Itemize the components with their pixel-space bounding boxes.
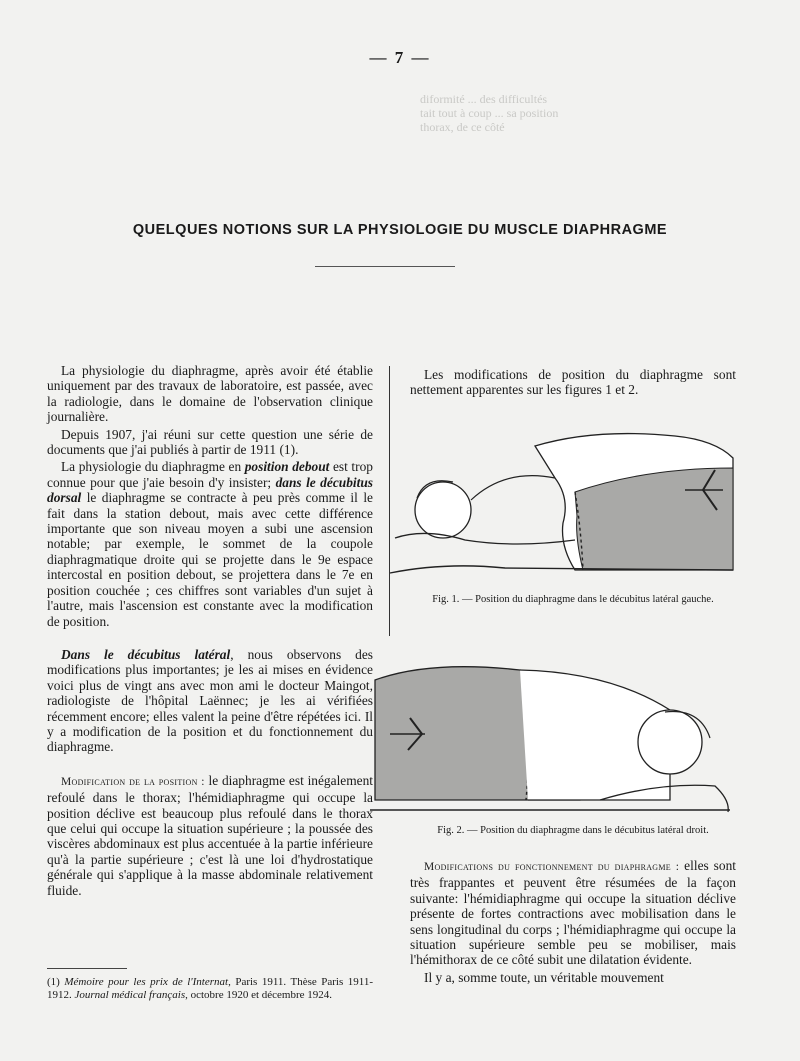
text-span: le diaphragme est inégalement refoulé dans le thorax; l'hémidiaphragme qui occupe la position déclive est beaucoup plus refoulé dans le thorax que celui qui occupe la situation supérieure ; la poussée des viscères abdominaux est plus accentuée à la partie inférieure qu'à la partie supérieure ; c'est là une loi d'hydrostatique générale qui s'applique à la masse abdominale relativement fluide.: [47, 772, 374, 898]
figure-2-illustration: [370, 650, 735, 815]
text-span: est trop connue pour que j'aie besoin d'y insister;: [47, 459, 373, 490]
paragraph-intro: La physiologie du diaphragme, après avoir été établie uniquement par des travaux de laboratoire, est passée, avec la radiologie, dans le domaine de l'observation clinique journalière.: [47, 363, 373, 425]
paragraph-movement: Il y a, somme toute, un véritable mouvement: [424, 969, 664, 985]
text-span: , octobre 1920 et décembre 1924.: [185, 989, 333, 1001]
title-rule: [315, 266, 455, 267]
left-column: [47, 363, 373, 900]
text-span: , nous observons des modifications plus importantes; je les ai mises en évidence voici plus de vingt ans avec mon ami le docteur Maingot, radiologiste de l'hôpital Laënnec; je les ai vérifiées récemment encore; elles valent la peine d'être répétées ici. Il y a modification de la position et du fonctionnement du diaphragme.: [47, 646, 374, 755]
paragraph-standing: [47, 459, 373, 628]
paragraph-position: [47, 773, 373, 898]
figure-2-caption: Fig. 2. — Position du diaphragme dans le décubitus latéral droit.: [437, 825, 709, 836]
section-title: QUELQUES NOTIONS SUR LA PHYSIOLOGIE DU MUSCLE DIAPHRAGME: [132, 222, 668, 238]
footnote-marker: (1): [47, 976, 60, 988]
figure-1-caption: Fig. 1. — Position du diaphragme dans le décubitus latéral gauche.: [432, 594, 714, 605]
emphasis-dorsal: dans le décubitus dorsal: [47, 474, 374, 506]
paragraph-lateral: [47, 647, 373, 755]
right-function: [410, 858, 736, 987]
emphasis-lateral: Dans le décubitus latéral: [61, 646, 231, 662]
paragraph-documents: Depuis 1907, j'ai réuni sur cette question une série de documents que j'ai publiés à partir de 1911 (1).: [47, 426, 373, 458]
paragraph-figures: Les modifications de position du diaphragme sont nettement apparentes sur les figures 1 et 2.: [410, 367, 736, 398]
figure-1-illustration: [385, 428, 740, 588]
footnote-rule: [47, 968, 127, 969]
text-span: elles sont très frappantes et peuvent être résumées de la façon suivante: l'hémidiaphragme qui occupe la situation déclive présente de fortes contractions avec mobilisation dans le sens longitudinal du corps ; l'hémidiaphragme qui occupe la situation supérieure semble peu se mobiliser, mais l'hémithorax de ce côté subit une dilatation évidente.: [410, 858, 736, 968]
subheading-position: Modification de la position :: [61, 775, 205, 788]
bleed-through-line: tait tout à coup ... sa position: [420, 106, 559, 120]
footnote-journal: Journal médical français: [74, 989, 186, 1001]
page-number: — 7 —: [369, 48, 431, 67]
text-span: le diaphragme se contracte à peu près comme il le fait dans la station debout, mais avec cette différence importante que son niveau moyen a subi une ascension notable; par exemple, le sommet de la coupole diaphragmatique droite qui se projette dans le 9e espace intercostal en position debout, se projettera dans le 7e en position couchée ; ces chiffres sont variables d'un sujet à l'autre, mais l'ascension est constante avec la modification de position.: [47, 490, 373, 629]
footnote: [47, 976, 373, 1002]
text-span: , Paris 1911. Thèse Paris 1911-1912.: [47, 976, 373, 1001]
paragraph-function: [410, 858, 736, 968]
text-span: La physiologie du diaphragme en: [61, 459, 245, 475]
subheading-function: Modifications du fonctionnement du diaphragme :: [424, 861, 680, 873]
emphasis-standing: position debout: [244, 459, 330, 475]
right-intro: [410, 367, 736, 400]
bleed-through-line: diformité ... des difficultés: [420, 92, 548, 106]
bleed-through-line: thorax, de ce côté: [420, 120, 505, 134]
footnote-title: Mémoire pour les prix de l'Internat: [64, 976, 229, 988]
